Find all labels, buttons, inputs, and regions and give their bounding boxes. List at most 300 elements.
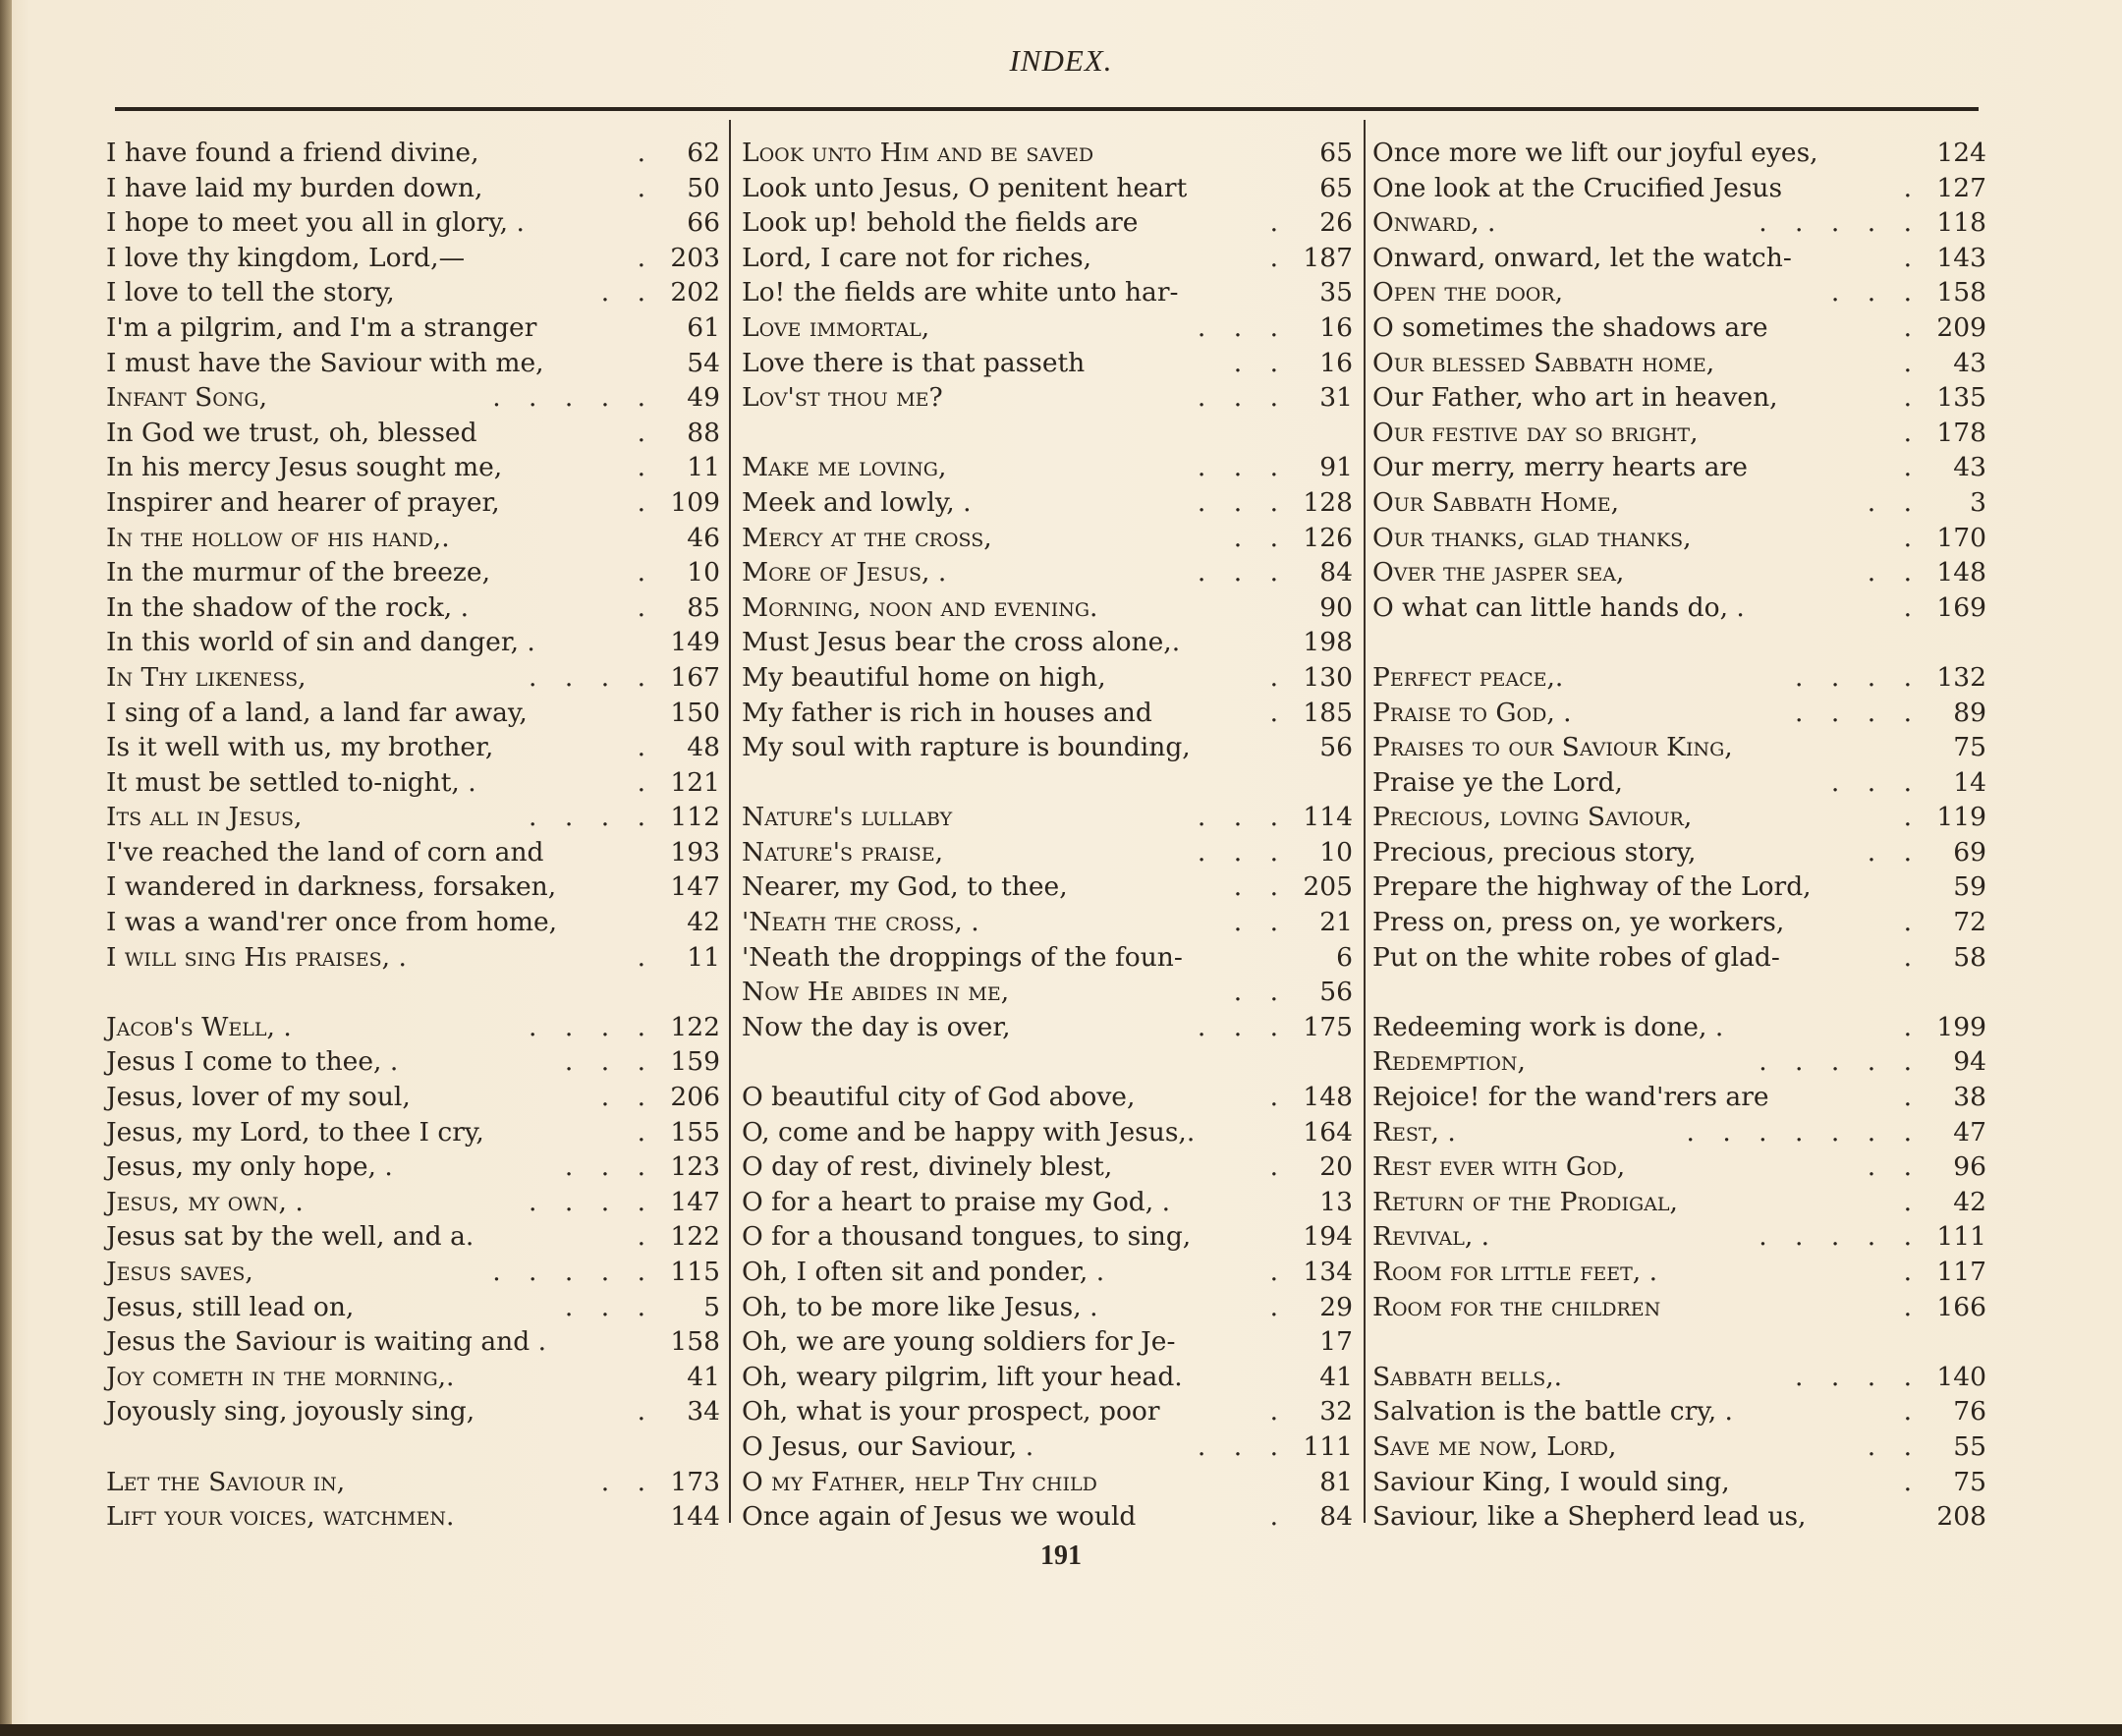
index-entry	[1372, 310, 1986, 346]
index-entry	[1372, 136, 1986, 171]
index-entry	[1372, 1080, 1986, 1115]
entry-page-number: 134	[1303, 1257, 1353, 1287]
index-entry	[742, 905, 1353, 940]
index-entry	[1372, 346, 1986, 381]
blank-row	[742, 416, 1353, 451]
index-entry	[742, 136, 1353, 171]
index-entry	[742, 1360, 1353, 1395]
entry-page-number: 147	[670, 1186, 720, 1217]
index-column-1	[106, 136, 720, 1535]
entry-page-number: 66	[687, 207, 720, 239]
entry-title: Must Jesus bear the cross alone,.	[742, 627, 1181, 658]
entry-title: Lo! the fields are white unto har-	[742, 277, 1179, 308]
entry-title: Jacob's Well, .	[106, 1011, 292, 1042]
entry-page-number: 91	[1319, 452, 1353, 483]
index-entry	[1372, 275, 1986, 310]
dot-leader: . .	[600, 277, 655, 308]
entry-title: Return of the Prodigal,	[1372, 1186, 1678, 1217]
blank-row	[106, 1429, 720, 1465]
dot-leader: . . .	[1830, 277, 1922, 308]
index-entry	[1372, 730, 1986, 765]
entry-title: Our festive day so bright,	[1372, 417, 1699, 448]
entry-page-number: 84	[1319, 1501, 1353, 1533]
index-entry	[1372, 1429, 1986, 1465]
dot-leader: .	[637, 557, 655, 588]
index-entry	[1372, 800, 1986, 835]
entry-page-number: 158	[1936, 277, 1986, 308]
entry-title: Precious, precious story,	[1372, 836, 1697, 868]
entry-title: Is it well with us, my brother,	[106, 732, 494, 763]
entry-page-number: 175	[1303, 1011, 1353, 1042]
blank-row	[1372, 975, 1986, 1010]
entry-title: O sometimes the shadows are	[1372, 311, 1768, 343]
entry-page-number: 55	[1953, 1430, 1986, 1462]
entry-page-number: 94	[1953, 1046, 1986, 1078]
entry-title: Jesus the Saviour is waiting and .	[106, 1326, 547, 1358]
entry-page-number: 26	[1319, 207, 1353, 239]
index-entry	[742, 1429, 1353, 1465]
dot-leader: .	[1903, 311, 1922, 343]
dot-leader: .	[637, 138, 655, 168]
entry-page-number: 209	[1936, 311, 1986, 343]
entry-title: Jesus saves,	[106, 1257, 253, 1287]
entry-page-number: 198	[1303, 627, 1353, 658]
entry-title: I must have the Saviour with me,	[106, 347, 544, 378]
index-entry	[1372, 1185, 1986, 1220]
dot-leader: . . .	[564, 1151, 655, 1183]
index-entry	[742, 940, 1353, 976]
dot-leader: .	[1903, 907, 1922, 938]
index-entry	[106, 555, 720, 590]
entry-title: Lift your voices, watchmen.	[106, 1501, 455, 1533]
entry-page-number: 41	[687, 1361, 720, 1392]
index-entry	[1372, 1255, 1986, 1290]
index-entry	[106, 905, 720, 940]
entry-title: Oh, weary pilgrim, lift your head.	[742, 1361, 1183, 1392]
entry-title: O what can little hands do, .	[1372, 591, 1745, 623]
dot-leader: .	[637, 242, 655, 273]
index-entry	[1372, 660, 1986, 696]
entry-title: Jesus, lover of my soul,	[106, 1082, 411, 1113]
entry-title: In this world of sin and danger, .	[106, 627, 535, 658]
dot-leader: .	[1903, 1291, 1922, 1322]
entry-page-number: 118	[1936, 207, 1986, 239]
entry-page-number: 65	[1319, 138, 1353, 168]
entry-page-number: 164	[1303, 1116, 1353, 1148]
entry-title: In his mercy Jesus sought me,	[106, 452, 503, 483]
entry-title: Saviour King, I would sing,	[1372, 1466, 1730, 1497]
dot-leader: . .	[600, 1082, 655, 1113]
entry-page-number: 121	[670, 766, 720, 798]
entry-page-number: 56	[1319, 732, 1353, 763]
index-entry	[106, 800, 720, 835]
entry-page-number: 117	[1936, 1257, 1986, 1287]
entry-page-number: 159	[670, 1046, 720, 1078]
entry-title: Joy cometh in the morning,.	[106, 1361, 455, 1392]
entry-title: My soul with rapture is bounding,	[742, 732, 1191, 763]
entry-page-number: 49	[687, 382, 720, 414]
entry-title: Open the door,	[1372, 277, 1564, 308]
index-entry	[106, 1080, 720, 1115]
entry-title: Prepare the highway of the Lord,	[1372, 871, 1812, 903]
entry-title: Rejoice! for the wand'rers are	[1372, 1082, 1769, 1113]
entry-page-number: 88	[687, 417, 720, 448]
dot-leader: . . . . . . .	[1686, 1116, 1922, 1148]
entry-title: O for a thousand tongues, to sing,	[742, 1221, 1192, 1253]
entry-page-number: 130	[1303, 661, 1353, 693]
entry-title: Oh, what is your prospect, poor	[742, 1396, 1160, 1428]
index-entry	[1372, 696, 1986, 731]
entry-page-number: 126	[1303, 522, 1353, 553]
index-entry	[742, 1465, 1353, 1500]
index-entry	[1372, 590, 1986, 626]
index-entry	[742, 1149, 1353, 1185]
entry-page-number: 32	[1319, 1396, 1353, 1428]
entry-title: Oh, to be more like Jesus, .	[742, 1291, 1098, 1322]
entry-title: Perfect peace,.	[1372, 661, 1564, 693]
dot-leader: .	[1903, 347, 1922, 378]
dot-leader: .	[1269, 207, 1288, 239]
blank-row	[742, 1044, 1353, 1080]
entry-page-number: 3	[1970, 486, 1986, 518]
index-entry	[106, 171, 720, 206]
entry-title: Once again of Jesus we would	[742, 1501, 1137, 1533]
dot-leader: .	[637, 172, 655, 203]
dot-leader: .	[637, 1396, 655, 1428]
entry-title: Nature's lullaby	[742, 802, 953, 833]
index-entry	[1372, 1360, 1986, 1395]
entry-page-number: 111	[1303, 1430, 1353, 1462]
entry-page-number: 109	[670, 486, 720, 518]
entry-title: Lord, I care not for riches,	[742, 242, 1092, 273]
entry-title: Now the day is over,	[742, 1011, 1011, 1042]
entry-title: Salvation is the battle cry, .	[1372, 1396, 1733, 1428]
entry-title: O for a heart to praise my God, .	[742, 1186, 1171, 1217]
entry-title: Room for the children	[1372, 1291, 1661, 1322]
index-entry	[1372, 835, 1986, 870]
dot-leader: .	[637, 766, 655, 798]
entry-page-number: 38	[1953, 1082, 1986, 1113]
entry-page-number: 34	[687, 1396, 720, 1428]
index-entry	[742, 485, 1353, 521]
index-entry	[106, 450, 720, 485]
page-title: INDEX.	[1009, 43, 1113, 78]
entry-page-number: 112	[670, 802, 720, 833]
entry-title: Once more we lift our joyful eyes,	[1372, 138, 1818, 168]
entry-title: Look unto Him and be saved	[742, 138, 1094, 168]
index-entry	[1372, 1219, 1986, 1255]
dot-leader: .	[637, 486, 655, 518]
entry-page-number: 84	[1319, 557, 1353, 588]
index-entry	[1372, 1115, 1986, 1150]
entry-title: More of Jesus, .	[742, 557, 947, 588]
entry-page-number: 13	[1319, 1186, 1353, 1217]
index-entry	[742, 310, 1353, 346]
entry-title: Our thanks, glad thanks,	[1372, 522, 1692, 553]
entry-title: Our blessed Sabbath home,	[1372, 347, 1715, 378]
entry-title: O, come and be happy with Jesus,.	[742, 1116, 1196, 1148]
index-entry	[742, 555, 1353, 590]
entry-page-number: 119	[1936, 802, 1986, 833]
index-entry	[742, 1499, 1353, 1535]
dot-leader: . .	[1867, 1430, 1922, 1462]
index-entry	[106, 1149, 720, 1185]
dot-leader: .	[1903, 452, 1922, 483]
index-entry	[742, 1010, 1353, 1045]
entry-title: My beautiful home on high,	[742, 661, 1106, 693]
dot-leader: . .	[1867, 486, 1922, 518]
dot-leader: .	[1269, 1501, 1288, 1533]
entry-page-number: 170	[1936, 522, 1986, 553]
dot-leader: .	[1903, 591, 1922, 623]
index-entry	[742, 590, 1353, 626]
entry-title: Oh, I often sit and ponder, .	[742, 1257, 1105, 1287]
dot-leader: .	[1269, 1291, 1288, 1322]
index-entry	[106, 660, 720, 696]
entry-page-number: 54	[687, 347, 720, 378]
entry-page-number: 61	[687, 311, 720, 343]
dot-leader: . . .	[1197, 557, 1288, 588]
entry-page-number: 11	[687, 941, 720, 973]
entry-page-number: 185	[1303, 697, 1353, 728]
index-entry	[742, 1185, 1353, 1220]
index-entry	[1372, 1149, 1986, 1185]
entry-page-number: 5	[703, 1291, 720, 1322]
entry-title: O day of rest, divinely blest,	[742, 1151, 1113, 1183]
entry-page-number: 35	[1319, 277, 1353, 308]
entry-title: Rest ever with God,	[1372, 1151, 1626, 1183]
dot-leader: . . .	[1197, 1430, 1288, 1462]
dot-leader: .	[637, 417, 655, 448]
entry-page-number: 123	[670, 1151, 720, 1183]
entry-title: Meek and lowly, .	[742, 486, 972, 518]
dot-leader: . .	[1233, 347, 1288, 378]
index-entry	[106, 1499, 720, 1535]
entry-page-number: 56	[1319, 977, 1353, 1008]
index-entry	[742, 869, 1353, 905]
entry-page-number: 10	[1319, 836, 1353, 868]
index-entry	[106, 1185, 720, 1220]
book-spine-edge	[0, 0, 12, 1736]
index-entry	[106, 1010, 720, 1045]
dot-leader: .	[637, 941, 655, 973]
column-divider	[1364, 120, 1366, 1523]
entry-page-number: 17	[1319, 1326, 1353, 1358]
entry-title: I love thy kingdom, Lord,—	[106, 242, 466, 273]
index-entry	[742, 346, 1353, 381]
entry-title: Our Father, who art in heaven,	[1372, 382, 1778, 414]
entry-page-number: 122	[670, 1221, 720, 1253]
entry-page-number: 42	[1953, 1186, 1986, 1217]
index-entry	[106, 696, 720, 731]
entry-page-number: 43	[1953, 347, 1986, 378]
index-entry	[742, 696, 1353, 731]
index-column-2	[742, 136, 1353, 1535]
index-entry	[742, 450, 1353, 485]
index-entry	[106, 625, 720, 660]
entry-page-number: 76	[1953, 1396, 1986, 1428]
entry-page-number: 11	[687, 452, 720, 483]
entry-title: Sabbath bells,.	[1372, 1361, 1563, 1392]
index-entry	[106, 275, 720, 310]
index-entry	[106, 940, 720, 976]
index-entry	[742, 730, 1353, 765]
index-entry	[1372, 1465, 1986, 1500]
index-entry	[106, 1360, 720, 1395]
index-entry	[1372, 1044, 1986, 1080]
entry-title: In the murmur of the breeze,	[106, 557, 491, 588]
dot-leader: .	[1269, 697, 1288, 728]
entry-title: Lov'st thou me?	[742, 382, 943, 414]
index-entry	[1372, 241, 1986, 276]
entry-title: Redemption,	[1372, 1046, 1526, 1078]
dot-leader: . . . . .	[1759, 207, 1922, 239]
entry-page-number: 115	[670, 1257, 720, 1287]
index-entry	[1372, 555, 1986, 590]
entry-title: Jesus sat by the well, and a.	[106, 1221, 475, 1253]
entry-page-number: 140	[1936, 1361, 1986, 1392]
entry-page-number: 62	[687, 138, 720, 168]
entry-page-number: 166	[1936, 1291, 1986, 1322]
dot-leader: . .	[1233, 907, 1288, 938]
dot-leader: . . .	[1197, 382, 1288, 414]
entry-page-number: 124	[1936, 138, 1986, 168]
entry-page-number: 90	[1319, 591, 1353, 623]
index-entry	[742, 380, 1353, 416]
entry-title: Onward, .	[1372, 207, 1496, 239]
index-column-3	[1372, 136, 1986, 1535]
entry-page-number: 75	[1953, 732, 1986, 763]
entry-title: One look at the Crucified Jesus	[1372, 172, 1783, 203]
entry-page-number: 205	[1303, 871, 1353, 903]
dot-leader: . . .	[564, 1046, 655, 1078]
entry-title: In God we trust, oh, blessed	[106, 417, 477, 448]
index-entry	[742, 835, 1353, 870]
entry-title: Make me loving,	[742, 452, 947, 483]
dot-leader: . . .	[1197, 802, 1288, 833]
dot-leader: . . . .	[1795, 1361, 1922, 1392]
index-entry	[106, 136, 720, 171]
dot-leader: . . .	[1197, 836, 1288, 868]
index-entry	[1372, 450, 1986, 485]
index-entry	[1372, 905, 1986, 940]
entry-page-number: 89	[1953, 697, 1986, 728]
entry-page-number: 16	[1319, 347, 1353, 378]
dot-leader: . . . .	[1795, 661, 1922, 693]
entry-page-number: 85	[687, 591, 720, 623]
entry-title: Room for little feet, .	[1372, 1257, 1658, 1287]
dot-leader: . .	[1233, 522, 1288, 553]
entry-title: Redeeming work is done, .	[1372, 1011, 1724, 1042]
entry-title: In the shadow of the rock, .	[106, 591, 470, 623]
entry-title: 'Neath the droppings of the foun-	[742, 941, 1183, 973]
column-divider	[729, 120, 731, 1523]
dot-leader: . . .	[1197, 1011, 1288, 1042]
dot-leader: .	[637, 1221, 655, 1253]
entry-title: I've reached the land of corn and	[106, 836, 544, 868]
index-entry	[106, 869, 720, 905]
entry-page-number: 128	[1303, 486, 1353, 518]
index-entry	[1372, 380, 1986, 416]
index-entry	[742, 241, 1353, 276]
index-entry	[742, 975, 1353, 1010]
entry-title: I was a wand'rer once from home,	[106, 907, 558, 938]
entry-title: Mercy at the cross,	[742, 522, 992, 553]
index-entry	[1372, 940, 1986, 976]
entry-title: My father is rich in houses and	[742, 697, 1152, 728]
entry-title: Love immortal,	[742, 311, 930, 343]
entry-page-number: 43	[1953, 452, 1986, 483]
entry-title: Let the Saviour in,	[106, 1466, 346, 1497]
entry-page-number: 178	[1936, 417, 1986, 448]
blank-row	[1372, 1324, 1986, 1360]
entry-title: O beautiful city of God above,	[742, 1082, 1136, 1113]
index-entry	[106, 1324, 720, 1360]
entry-page-number: 158	[670, 1326, 720, 1358]
dot-leader: . .	[1867, 557, 1922, 588]
entry-title: In the hollow of his hand,.	[106, 522, 450, 553]
entry-title: Jesus, still lead on,	[106, 1291, 355, 1322]
entry-title: Look unto Jesus, O penitent heart	[742, 172, 1188, 203]
dot-leader: . . . . .	[1759, 1046, 1922, 1078]
entry-page-number: 132	[1936, 661, 1986, 693]
entry-page-number: 48	[687, 732, 720, 763]
entry-page-number: 202	[670, 277, 720, 308]
dot-leader: . .	[1867, 1151, 1922, 1183]
dot-leader: .	[1903, 1257, 1922, 1287]
blank-row	[742, 765, 1353, 801]
index-entry	[106, 485, 720, 521]
index-entry	[1372, 521, 1986, 556]
index-entry	[106, 521, 720, 556]
dot-leader: . .	[1233, 871, 1288, 903]
entry-page-number: 42	[687, 907, 720, 938]
entry-title: Jesus, my own, .	[106, 1186, 304, 1217]
entry-title: O Jesus, our Saviour, .	[742, 1430, 1034, 1462]
index-entry	[106, 380, 720, 416]
entry-page-number: 135	[1936, 382, 1986, 414]
entry-page-number: 148	[1936, 557, 1986, 588]
entry-title: I hope to meet you all in glory, .	[106, 207, 525, 239]
index-entry	[742, 205, 1353, 241]
entry-title: Joyously sing, joyously sing,	[106, 1396, 475, 1428]
entry-title: Our Sabbath Home,	[1372, 486, 1620, 518]
entry-page-number: 46	[687, 522, 720, 553]
dot-leader: .	[637, 732, 655, 763]
entry-page-number: 14	[1953, 766, 1986, 798]
entry-page-number: 31	[1319, 382, 1353, 414]
dot-leader: . . . .	[529, 661, 655, 693]
entry-page-number: 208	[1936, 1501, 1986, 1533]
dot-leader: . . .	[1197, 311, 1288, 343]
entry-page-number: 203	[670, 242, 720, 273]
index-entry	[1372, 485, 1986, 521]
dot-leader: . .	[600, 1466, 655, 1497]
dot-leader: .	[637, 452, 655, 483]
dot-leader: . . . .	[1795, 697, 1922, 728]
entry-page-number: 75	[1953, 1466, 1986, 1497]
dot-leader: .	[637, 1116, 655, 1148]
dot-leader: .	[1903, 1186, 1922, 1217]
entry-page-number: 69	[1953, 836, 1986, 868]
dot-leader: .	[1903, 382, 1922, 414]
index-entry	[106, 1394, 720, 1429]
index-entry	[106, 590, 720, 626]
index-entry	[106, 835, 720, 870]
dot-leader: .	[1903, 1396, 1922, 1428]
entry-title: I love to tell the story,	[106, 277, 395, 308]
entry-page-number: 20	[1319, 1151, 1353, 1183]
